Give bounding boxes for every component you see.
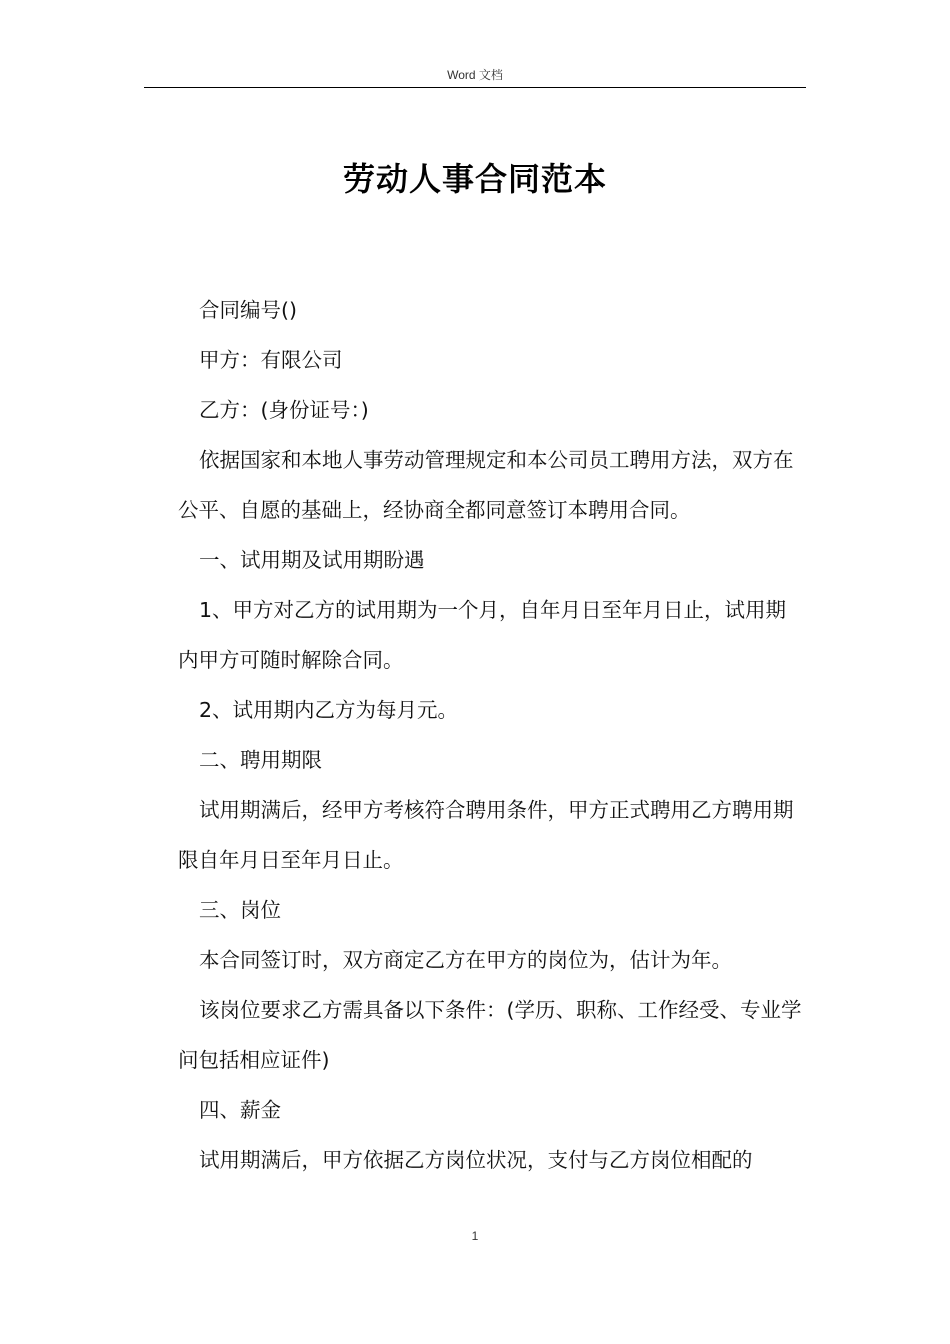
section-heading-position: 三、岗位 [199,898,281,922]
paragraph-position: 本合同签订时，双方商定乙方在甲方的岗位为，估计为年。 [199,948,732,972]
paragraph-position-requirements: 该岗位要求乙方需具备以下条件：(学历、职称、工作经受、专业学问包括相应证件) [178,998,802,1072]
page-number: 1 [471,1229,479,1243]
paragraph-salary: 试用期满后，甲方依据乙方岗位状况，支付与乙方岗位相配的 [199,1148,753,1172]
section-heading-probation: 一、试用期及试用期盼遇 [199,548,425,572]
paragraph-probation-2: 2、试用期内乙方为每月元。 [199,698,459,722]
paragraph-term: 试用期满后，经甲方考核符合聘用条件，甲方正式聘用乙方聘用期限自年月日至年月日止。 [178,798,794,872]
paragraph-probation-1: 1、甲方对乙方的试用期为一个月，自年月日至年月日止，试用期内甲方可随时解除合同。 [178,598,787,672]
header-divider [144,87,806,88]
section-heading-term: 二、聘用期限 [199,748,322,772]
document-title: 劳动人事合同范本 [342,160,607,198]
paragraph-party-a: 甲方：有限公司 [199,348,343,372]
paragraph-preamble: 依据国家和本地人事劳动管理规定和本公司员工聘用方法，双方在公平、自愿的基础上，经协商全都同意签订本聘用合同。 [178,448,794,522]
document-body [178,285,803,1185]
section-heading-salary: 四、薪金 [199,1098,281,1122]
paragraph-contract-number: 合同编号() [199,298,297,322]
page-header: Word 文档 [447,68,503,82]
paragraph-party-b: 乙方：(身份证号：) [199,398,369,422]
